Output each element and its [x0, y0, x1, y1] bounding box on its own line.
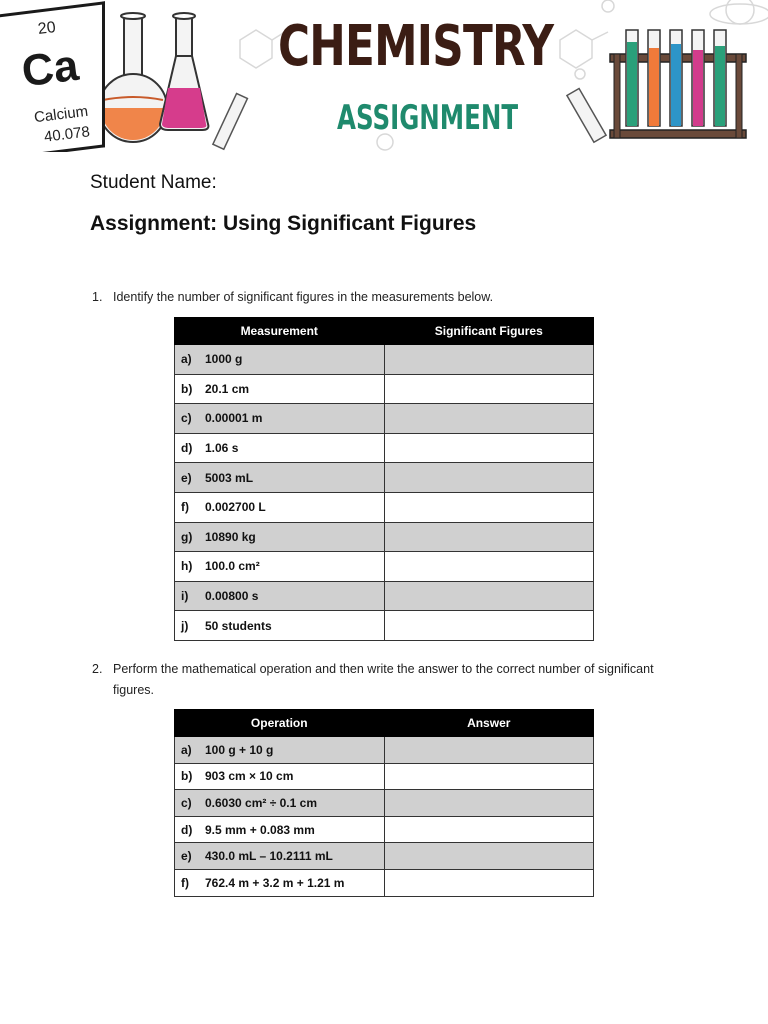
element-name: Calcium	[33, 102, 90, 127]
table-row	[175, 463, 594, 493]
question-1	[92, 287, 692, 308]
item-letter: d)	[181, 441, 193, 456]
table-row	[175, 404, 594, 434]
item-value: 1.06 s	[205, 441, 239, 456]
test-tube-icon	[213, 93, 248, 149]
answer-cell[interactable]	[384, 552, 594, 582]
test-tube-rack-icon	[610, 30, 746, 138]
item-letter: d)	[181, 822, 193, 837]
item-value: 9.5 mm + 0.083 mm	[205, 822, 315, 837]
item-letter: c)	[181, 795, 192, 810]
erlenmeyer-flask-icon	[160, 13, 208, 130]
answer-cell[interactable]	[384, 345, 594, 375]
item-value: 5003 mL	[205, 470, 254, 485]
table-row	[175, 552, 594, 582]
answer-cell[interactable]	[384, 737, 594, 764]
item-cell	[175, 433, 385, 463]
table-row	[175, 374, 594, 404]
answer-cell[interactable]	[384, 869, 594, 896]
item-letter: a)	[181, 742, 192, 757]
item-letter: j)	[181, 618, 189, 633]
item-cell	[175, 345, 385, 375]
operations-table	[174, 709, 594, 897]
answer-cell[interactable]	[384, 581, 594, 611]
item-letter: f)	[181, 500, 189, 515]
item-value: 903 cm × 10 cm	[205, 769, 294, 784]
answer-cell[interactable]	[384, 816, 594, 843]
item-value: 0.00800 s	[205, 589, 259, 604]
table-row	[175, 492, 594, 522]
item-cell	[175, 790, 385, 817]
sig-figs-table	[174, 317, 594, 641]
question-number: 1.	[92, 290, 103, 304]
answer-cell[interactable]	[384, 843, 594, 870]
item-cell	[175, 611, 385, 641]
assignment-title: Assignment: Using Significant Figures	[90, 212, 477, 235]
answer-cell[interactable]	[384, 404, 594, 434]
question-number: 2.	[92, 662, 103, 676]
column-header: Operation	[175, 710, 385, 737]
column-header: Answer	[384, 710, 594, 737]
question-2	[92, 659, 692, 701]
answer-cell[interactable]	[384, 522, 594, 552]
item-cell	[175, 374, 385, 404]
item-letter: c)	[181, 411, 192, 426]
column-header: Significant Figures	[384, 318, 594, 345]
item-cell	[175, 869, 385, 896]
item-cell	[175, 737, 385, 764]
item-value: 50 students	[205, 618, 272, 633]
table-row	[175, 522, 594, 552]
answer-cell[interactable]	[384, 463, 594, 493]
table-row	[175, 816, 594, 843]
item-cell	[175, 843, 385, 870]
item-cell	[175, 492, 385, 522]
answer-cell[interactable]	[384, 492, 594, 522]
item-value: 762.4 m + 3.2 m + 1.21 m	[205, 875, 345, 890]
item-cell	[175, 581, 385, 611]
item-cell	[175, 763, 385, 790]
item-letter: i)	[181, 589, 189, 604]
item-letter: g)	[181, 529, 193, 544]
item-value: 10890 kg	[205, 529, 256, 544]
item-cell	[175, 552, 385, 582]
item-cell	[175, 522, 385, 552]
item-cell	[175, 463, 385, 493]
item-letter: b)	[181, 769, 193, 784]
student-name-label: Student Name:	[90, 172, 217, 193]
item-value: 100 g + 10 g	[205, 742, 274, 757]
item-letter: e)	[181, 470, 192, 485]
column-header: Measurement	[175, 318, 385, 345]
item-letter: f)	[181, 875, 189, 890]
atomic-number: 20	[36, 18, 57, 39]
answer-cell[interactable]	[384, 611, 594, 641]
header-banner	[0, 0, 768, 152]
item-letter: b)	[181, 381, 193, 396]
answer-cell[interactable]	[384, 790, 594, 817]
item-cell	[175, 816, 385, 843]
test-tube-icon	[567, 89, 606, 143]
table-row	[175, 869, 594, 896]
answer-cell[interactable]	[384, 763, 594, 790]
item-value: 0.002700 L	[205, 500, 266, 515]
item-value: 0.6030 cm² ÷ 0.1 cm	[205, 795, 317, 810]
table-row	[175, 581, 594, 611]
item-letter: h)	[181, 559, 193, 574]
item-value: 100.0 cm²	[205, 559, 260, 574]
item-letter: e)	[181, 849, 192, 864]
banner-title: CHEMISTRY	[278, 14, 554, 79]
table-row	[175, 345, 594, 375]
flask-icon	[99, 13, 167, 142]
item-value: 20.1 cm	[205, 381, 250, 396]
element-symbol: Ca	[19, 40, 81, 97]
item-value: 0.00001 m	[205, 411, 263, 426]
item-value: 430.0 mL – 10.2111 mL	[205, 849, 333, 864]
banner-subtitle: ASSIGNMENT	[337, 98, 519, 138]
question-text: Perform the mathematical operation and then write the answer to the correct number of significant figures.	[113, 662, 654, 697]
item-value: 1000 g	[205, 352, 243, 367]
atomic-mass: 40.078	[43, 123, 91, 146]
answer-cell[interactable]	[384, 374, 594, 404]
question-text: Identify the number of significant figures in the measurements below.	[113, 290, 494, 304]
table-row	[175, 611, 594, 641]
table-row	[175, 763, 594, 790]
item-letter: a)	[181, 352, 192, 367]
table-row	[175, 843, 594, 870]
answer-cell[interactable]	[384, 433, 594, 463]
table-row	[175, 433, 594, 463]
item-cell	[175, 404, 385, 434]
table-row	[175, 737, 594, 764]
table-row	[175, 790, 594, 817]
